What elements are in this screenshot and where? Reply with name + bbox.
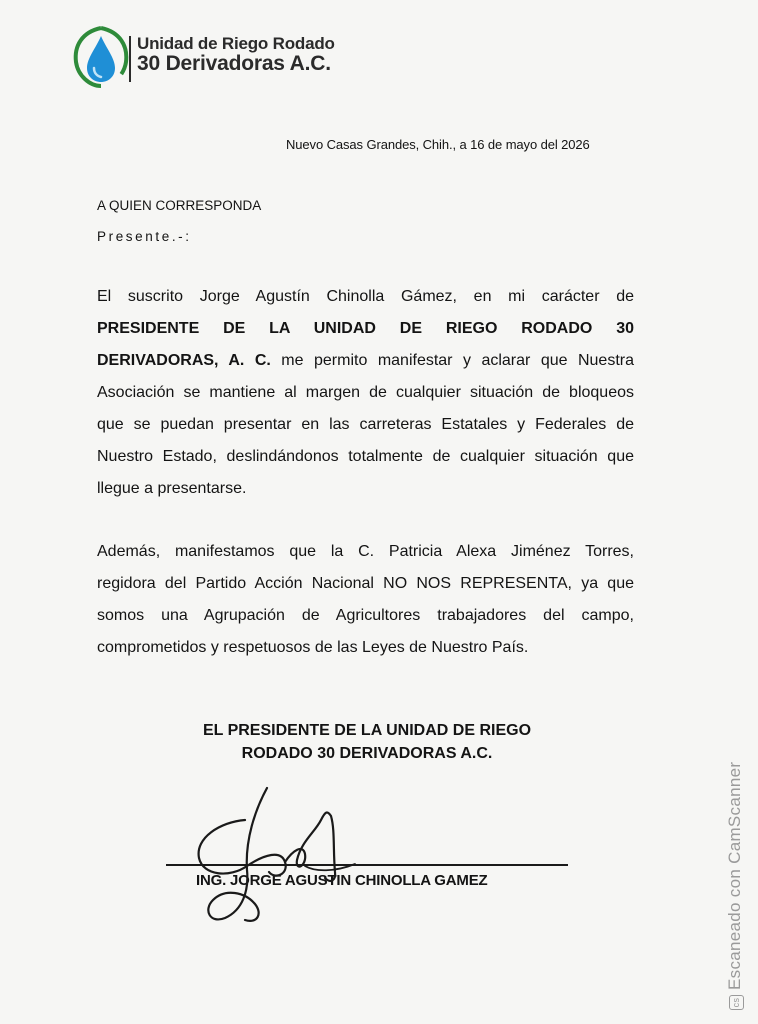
paragraph-1-line-3 — [97, 352, 634, 370]
paragraph-2-line-2: regidora del Partido Acción Nacional NO NOS REPRESENTA, ya que — [97, 575, 634, 592]
signer-name: ING. JORGE AGUSTIN CHINOLLA GAMEZ — [196, 872, 488, 889]
org-name-line-1: Unidad de Riego Rodado — [137, 34, 335, 53]
paragraph-1-line-5: que se puedan presentar en las carreteras Estatales y Federales de — [97, 416, 634, 433]
paragraph-2-line-1: Además, manifestamos que la C. Patricia Alexa Jiménez Torres, — [97, 543, 634, 560]
paragraph-1-line-3-text: me permito manifestar y aclarar que Nuestra — [270, 352, 635, 369]
handwritten-signature — [185, 780, 385, 930]
paragraph-1-line-1: El suscrito Jorge Agustín Chinolla Gámez, en mi carácter de — [97, 288, 634, 305]
signature-title-line-2: RODADO 30 DERIVADORAS A.C. — [241, 745, 493, 762]
addressee: A QUIEN CORRESPONDA — [97, 198, 262, 213]
paragraph-2-line-4: comprometidos y respetuosos de las Leyes de Nuestro País. — [97, 639, 529, 656]
paragraph-1-line-7: llegue a presentarse. — [97, 480, 247, 497]
greeting: Presente.-: — [97, 229, 192, 244]
water-drop-icon — [70, 24, 132, 90]
camscanner-watermark — [725, 762, 745, 1010]
signature-title-line-1: EL PRESIDENTE DE LA UNIDAD DE RIEGO — [202, 722, 532, 739]
paragraph-2-line-3: somos una Agrupación de Agricultores trabajadores del campo, — [97, 607, 634, 624]
paragraph-1-line-4: Asociación se mantiene al margen de cualquier situación de bloqueos — [97, 384, 634, 401]
watermark-text: Escaneado con CamScanner — [725, 761, 744, 990]
paragraph-1-line-2: PRESIDENTE DE LA UNIDAD DE RIEGO RODADO 30 — [97, 320, 634, 337]
paragraph-1-line-6: Nuestro Estado, deslindándonos totalmente de cualquier situación que — [97, 448, 634, 465]
paragraph-1-bold-name: DERIVADORAS, A. C. — [97, 352, 271, 369]
org-name-line-2: 30 Derivadoras A.C. — [137, 52, 331, 75]
date-line: Nuevo Casas Grandes, Chih., a 16 de mayo del 2026 — [286, 137, 590, 152]
camscanner-icon: cs — [729, 995, 744, 1010]
